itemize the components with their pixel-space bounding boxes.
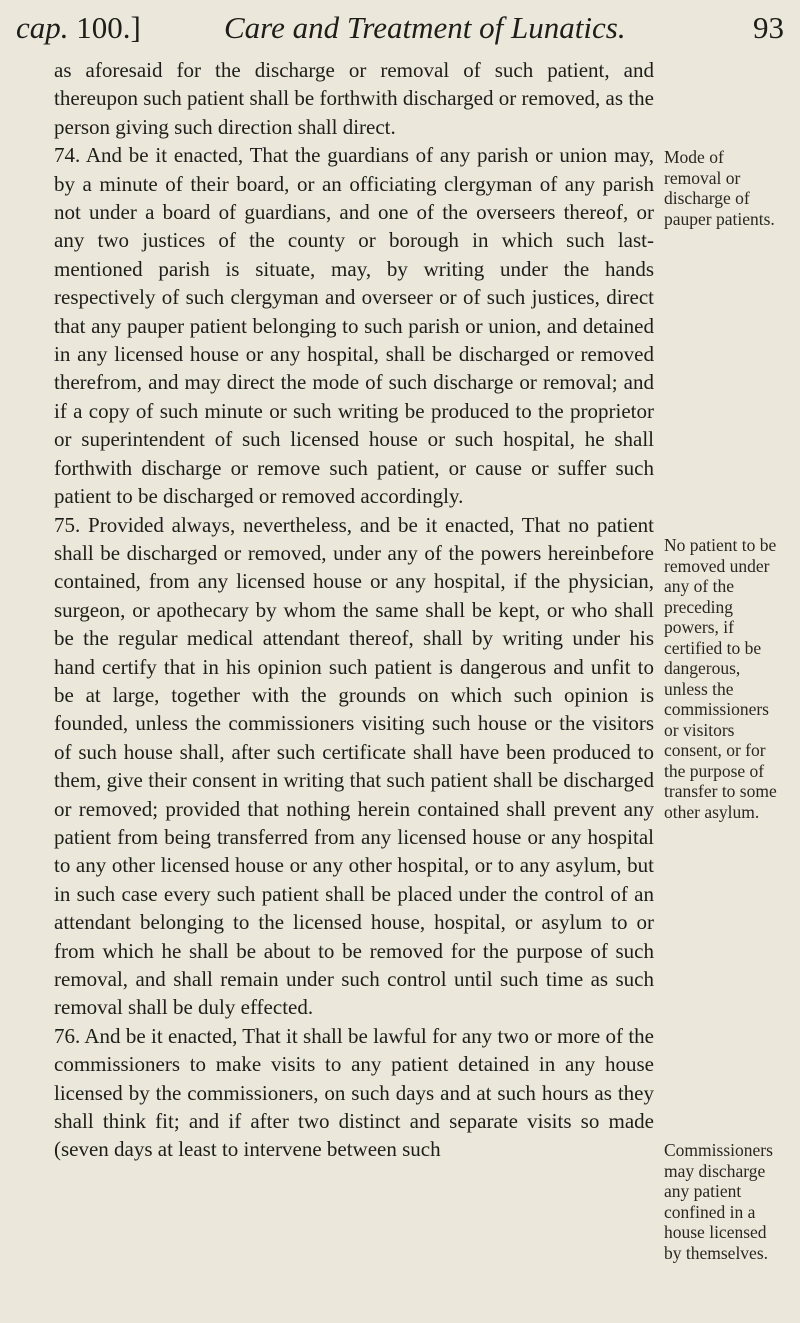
section-75: 75. Provided always, nevertheless, and be it enacted, That no patient shall be discharged or removed, under any of the powers hereinbefore contained, from any licensed house or any hospital, if the physician, surgeon, or apothecary by whom the same shall be kept, or who shall be the regular medical attendant thereof, shall by writing under his hand certify that in his opinion such patient is dangerous and unfit to be at large, together with the grounds on which such opinion is founded, unless the commissioners visiting such house or the visitors of such house shall, after such certificate shall have been produced to them, give their consent in writing that such patient shall be discharged or removed; provided that nothing herein contained shall prevent any patient from being transferred from any licensed house or any hospital to any other licensed house or any other hospital, or to any asylum, but in such case every such patient shall be placed under the control of an attendant belonging to the licensed house, hospital, or asylum to or from which he shall be about to be removed for the purpose of such removal, and shall remain under such control until such time as such removal shall be duly effected. — [54, 512, 654, 1020]
running-title: Care and Treatment of Lunatics. — [224, 10, 626, 45]
chapter-reference — [16, 8, 141, 48]
chapter-number: 100.] — [76, 10, 141, 45]
main-text — [54, 56, 654, 1164]
section-74: 74. And be it enacted, That the guardians of any parish or union may, by a minute of their board, or an officiating clergyman of any parish not under a board of guardians, and one of the overseers thereof, or any two justices of the county or borough in which such last-mentioned parish is situate, may, by writing under the hands respectively of such clergyman and overseer or of such justices, direct that any pauper patient belonging to such parish or union, and detained in any licensed house or any hospital, shall be discharged or removed therefrom, and may direct the mode of such discharge or removal; and if a copy of such minute or such writing be produced to the proprietor or superintendent of such licensed house or such hospital, he shall forthwith discharge or remove such patient, or cause or suffer such patient to be discharged or removed accordingly. — [54, 143, 654, 509]
running-header — [16, 8, 784, 48]
margin-note-section-76: Commissioners may discharge any patient confined in a house licensed by themselves. — [664, 1140, 773, 1263]
page-number: 93 — [753, 10, 784, 45]
chapter-prefix: cap. — [16, 10, 69, 45]
margin-note-section-74: Mode of removal or discharge of pauper patients. — [664, 147, 775, 229]
margin-note-section-75: No patient to be removed under any of the preceding powers, if certified to be dangerous, unless the commissioners or visitors consent, or for the purpose of transfer to some other asylum. — [664, 535, 777, 822]
section-76: 76. And be it enacted, That it shall be lawful for any two or more of the commissioners to make visits to any patient detained in any house licensed by the commissioners, on such days and at such hours as they shall think fit; and if after two distinct and separate visits so made (seven days at least to intervene between such — [54, 1023, 654, 1162]
paragraph-continuation: as aforesaid for the discharge or removal of such patient, and thereupon such patient shall be forthwith discharged or removed, as the person giving such direction shall direct. — [54, 58, 654, 139]
